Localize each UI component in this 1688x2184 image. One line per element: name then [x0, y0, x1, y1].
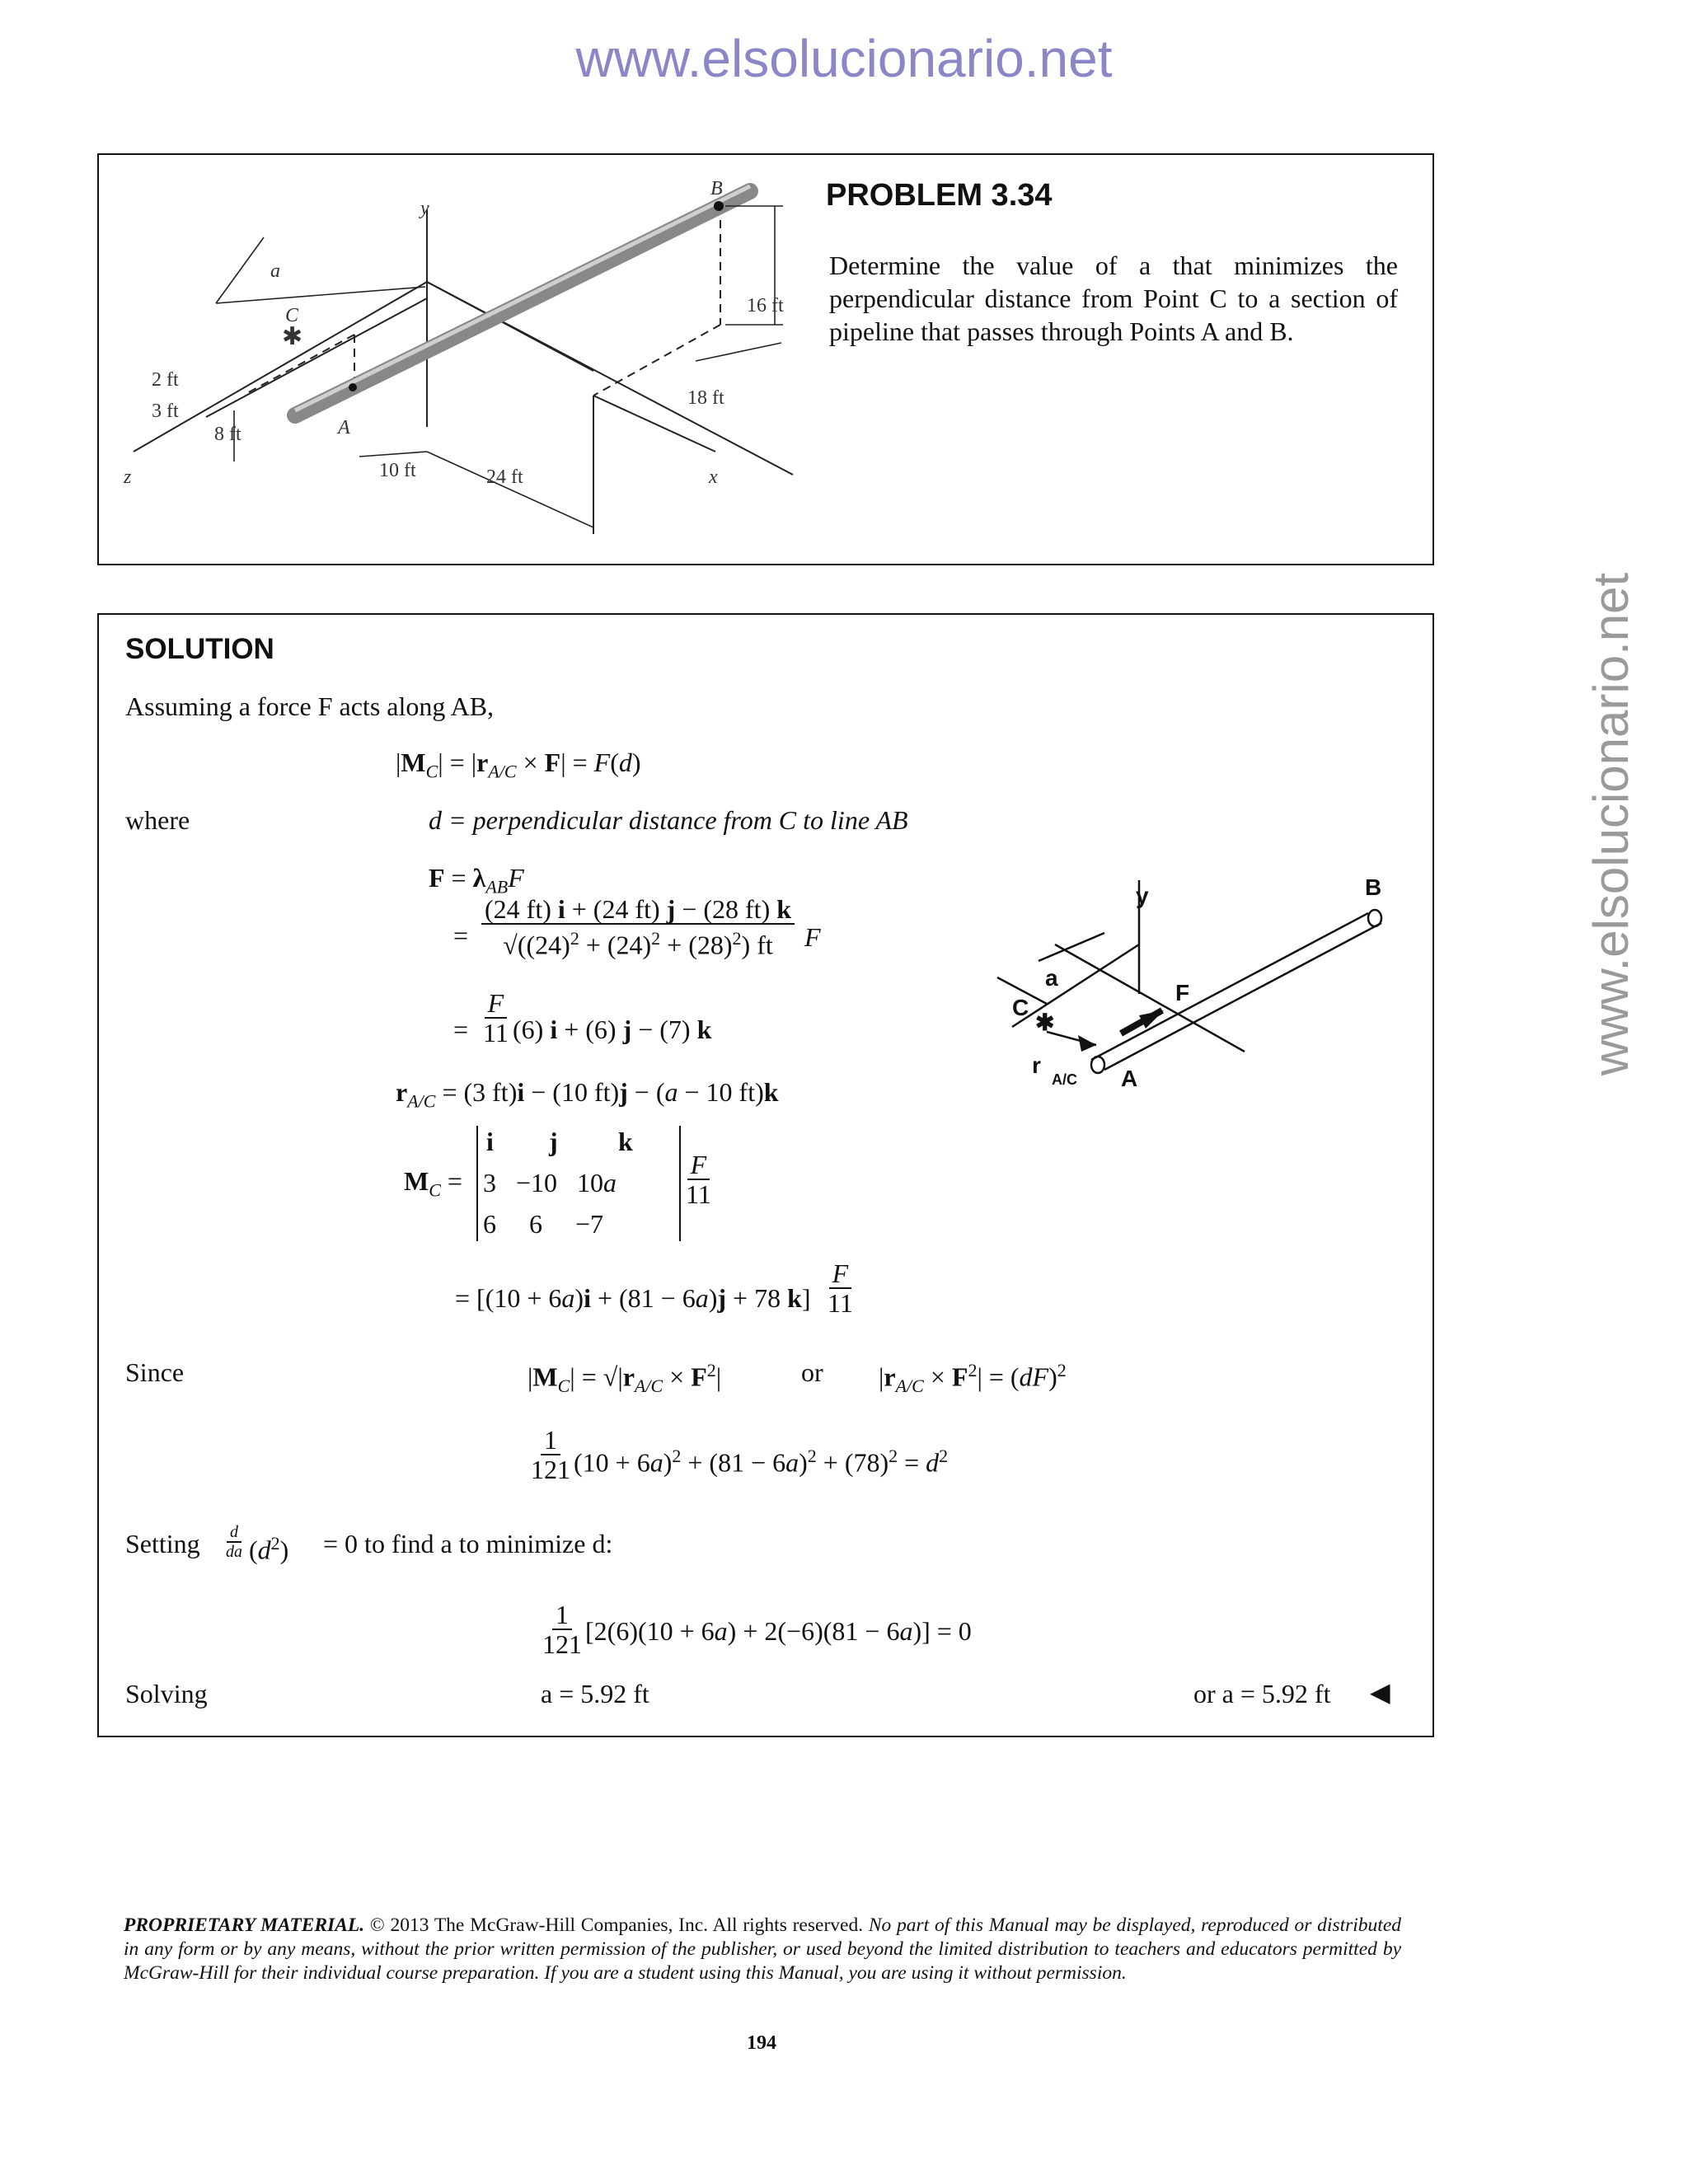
sketch-label-A: A — [1121, 1066, 1138, 1091]
eq-derivative: [2(6)(10 + 6a) + 2(−6)(81 − 6a)] = 0 — [585, 1616, 972, 1646]
fig-label-z: z — [124, 466, 132, 488]
problem-statement: Determine the value of a that minimizes the perpendicular distance from Point C to a section of pipeline that passes through Points A and B. — [829, 251, 1398, 346]
result-right: or a = 5.92 ft — [1193, 1679, 1331, 1708]
problem-box — [97, 153, 1434, 565]
eq-moment-label: $M_C$ = — [404, 1166, 462, 1201]
fig-label-B: B — [710, 178, 723, 199]
det-factor: $\frac{F}{11}$ — [686, 1150, 711, 1209]
fig-label-C: C — [285, 305, 299, 326]
eq-equals-1: = — [453, 921, 469, 950]
derivative-arg: $(d^2)$ — [249, 1533, 289, 1565]
footer-lead: PROPRIETARY MATERIAL. — [124, 1915, 365, 1936]
fig-dim-16: 16 ft — [747, 295, 784, 316]
sketch-label-B: B — [1365, 874, 1382, 900]
eq-equals-2: = — [453, 1015, 469, 1044]
footer-text: No part of this Manual may be displayed, reproduced or distributed in any form or by any means, without the prior written permission of the publisher, or used beyond the limited distribution to teachers and educators permitted by McGraw-Hill for their individual course preparation. If you are a student using this Manual, you are using it without permission. — [124, 1915, 1402, 1984]
fig-dim-10: 10 ft — [379, 460, 416, 481]
fig-dim-18: 18 ft — [687, 387, 724, 409]
fig-dim-2: 2 ft — [152, 369, 179, 391]
moment-determinant — [476, 1126, 681, 1241]
det-row3: 6 6 −7 — [483, 1209, 604, 1239]
result-marker-icon: ◀ — [1370, 1676, 1390, 1708]
derivative-operator: $\frac{d}{da}$ — [226, 1523, 242, 1561]
solution-box — [97, 613, 1434, 1737]
problem-title: PROBLEM 3.34 — [826, 178, 1053, 213]
problem-figure — [99, 155, 824, 564]
svg-text:✱: ✱ — [282, 323, 303, 350]
footer-copyright: © 2013 The McGraw-Hill Companies, Inc. All rights reserved. — [364, 1915, 869, 1936]
watermark-side: www.elsolucionario.net — [1583, 572, 1639, 1076]
setting-tail: = 0 to find a to minimize d: — [323, 1529, 613, 1558]
solving-label: Solving — [125, 1679, 208, 1708]
eq-since-2: $|r_{A/C} \times F^2| = (dF)^2$ — [879, 1360, 1067, 1397]
fig-dim-24: 24 ft — [486, 466, 523, 488]
fig-dim-3: 3 ft — [152, 401, 179, 422]
where-text: d = perpendicular distance from C to line AB — [429, 805, 908, 835]
result-left: a = 5.92 ft — [541, 1679, 649, 1708]
eq-force-components: (6) i + (6) j − (7) k — [513, 1015, 712, 1044]
sketch-label-F: F — [1175, 980, 1190, 1005]
setting-label: Setting — [125, 1529, 200, 1558]
moment-result-factor: $\frac{F}{11}$ — [828, 1258, 853, 1318]
det-i: i — [486, 1127, 494, 1156]
eq-force-frac: $\frac{F}{11}$ — [483, 988, 509, 1047]
eq-distance-coef: $\frac{1}{121}$ — [531, 1425, 570, 1484]
fig-label-x: x — [709, 466, 718, 488]
eq-moment-magnitude: $|M_C| = |r_{A/C} \times F| = F(d)$ — [396, 748, 641, 782]
solution-title: SOLUTION — [125, 633, 274, 665]
fig-label-a: a — [270, 260, 280, 282]
det-row2: 3 −10 10a — [483, 1168, 617, 1197]
solution-intro: Assuming a force F acts along AB, — [125, 691, 495, 721]
fig-dim-8: 8 ft — [214, 424, 241, 445]
eq-distance-squared: $(10 + 6a)^2 + (81 - 6a)^2 + (78)^2 = d^2$ — [574, 1446, 949, 1478]
fig-label-y: y — [420, 198, 429, 219]
eq-since-1: $|M_C| = √|r_{A/C} \times F^2|$ — [528, 1360, 722, 1397]
sketch-label-a: a — [1045, 965, 1058, 991]
eq-moment-result: = [(10 + 6a)i + (81 − 6a)j + 78 k] — [455, 1283, 811, 1313]
solution-sketch — [989, 854, 1401, 1091]
where-label: where — [125, 805, 190, 835]
eq-force-F-1: F — [804, 922, 821, 952]
eq-force-lambda: $F = \lambda_{AB}F$ — [429, 863, 524, 898]
sketch-label-y: y — [1136, 883, 1149, 908]
eq-position-vector: $r_{A/C} = (3$ ft)i − (10 ft)j − (a − 10 ft)k — [396, 1077, 779, 1112]
sketch-star-icon: ✱ — [1035, 1010, 1055, 1035]
det-j: j — [549, 1127, 558, 1156]
page-number: 194 — [747, 2032, 776, 2054]
sketch-label-C: C — [1012, 995, 1029, 1020]
since-label: Since — [125, 1357, 185, 1387]
fig-label-A: A — [338, 417, 350, 438]
watermark-top: www.elsolucionario.net — [575, 29, 1113, 88]
det-k: k — [618, 1127, 633, 1156]
since-or: or — [801, 1357, 823, 1387]
sketch-label-r: r — [1032, 1052, 1041, 1078]
footer-notice — [124, 1914, 1401, 1985]
sketch-label-rsub: A/C — [1052, 1071, 1077, 1088]
eq-derivative-coef: $\frac{1}{121}$ — [542, 1600, 582, 1659]
eq-force-unit-vector: $\frac{(24 ft) i + (24 ft) j - (28 ft) k}{√((24)^2 + (24)^2 + (28)^2) ft}$ — [481, 895, 795, 959]
